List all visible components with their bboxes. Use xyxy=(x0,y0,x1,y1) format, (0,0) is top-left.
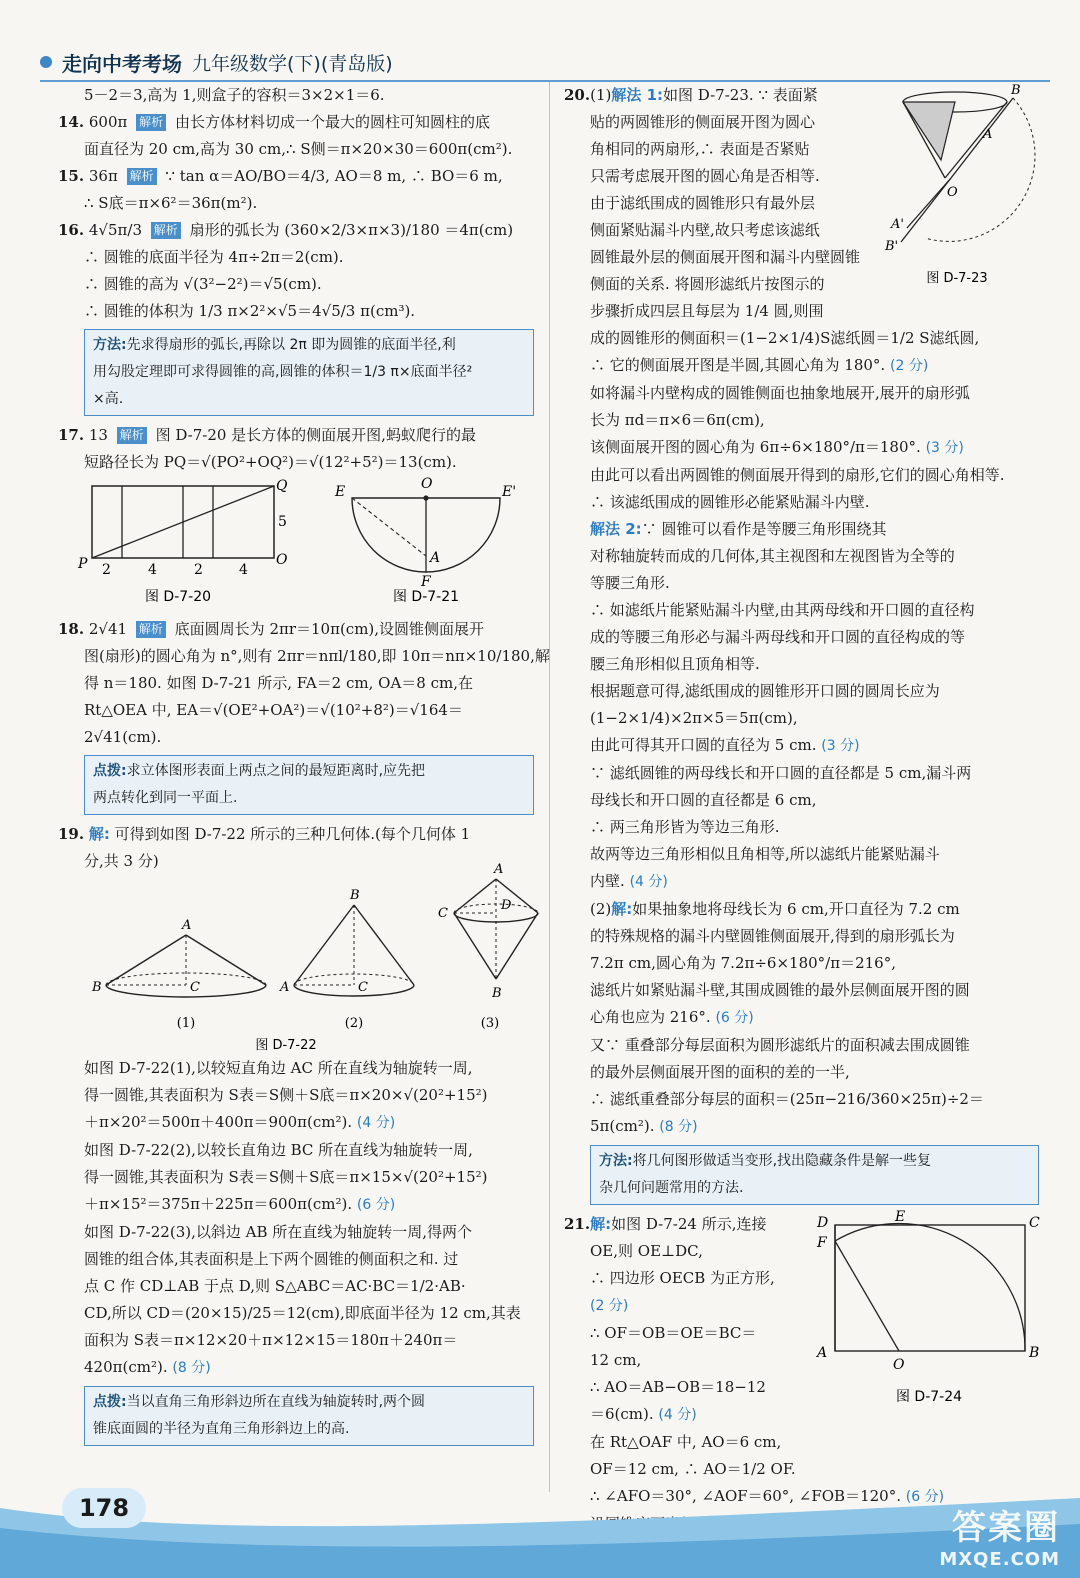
fig24-B: B xyxy=(1029,1345,1040,1361)
q20-line-17 xyxy=(564,516,1039,543)
fig22-caption: 图 D-7-22 xyxy=(255,1038,317,1053)
q20-line-36: 又∵ 重叠部分每层面积为圆形滤纸片的面积减去围成圆锥 xyxy=(590,1036,970,1054)
q19-p6-text: ＋π×15²＝375π＋225π＝600π(cm²). xyxy=(84,1195,353,1213)
q20-line-15: 由此可以看出两圆锥的侧面展开得到的扇形,它们的圆心角相等. xyxy=(590,466,1005,484)
q18-tip-box xyxy=(84,755,534,815)
figure-d7-21 xyxy=(334,476,516,605)
q15-line-2: ∴ S底＝π×6²＝36π(m²). xyxy=(84,194,258,212)
q18-box-line-1 xyxy=(93,758,525,785)
q15-answer: 36π xyxy=(88,167,118,185)
q20-line-6: 侧面紧贴漏斗内壁,故只考虑该滤纸 xyxy=(590,221,820,239)
q16-answer: 4√5π/3 xyxy=(88,221,142,239)
q20-text-30: 内壁. xyxy=(590,872,625,890)
q18-line-2: 图(扇形)的圆心角为 n°,则有 2πr＝nπl/180,即 10π＝nπ×10/180,解 xyxy=(84,647,550,665)
score-points: (8 分) xyxy=(172,1360,211,1376)
q21-line-4: ∴ OF＝OB＝OE＝BC＝ xyxy=(590,1324,757,1342)
q18-line-5: 2√41(cm). xyxy=(84,728,162,746)
q18-text-1: 底面圆周长为 2πr＝10π(cm),设圆锥侧面展开 xyxy=(174,620,485,638)
q20-line-31 xyxy=(564,896,1039,923)
fig23-O: O xyxy=(947,185,958,200)
fig21-A: A xyxy=(430,550,441,566)
q20-line-20: ∴ 如滤纸片能紧贴漏斗内壁,由其两母线和开口圆的直径构 xyxy=(590,601,975,619)
q16-line-3: ∴ 圆锥的高为 √(3²−2²)＝√5(cm). xyxy=(84,275,322,293)
score-points: (6 分) xyxy=(905,1489,945,1505)
q20-solution-2: 解: xyxy=(611,900,633,918)
fig24-E: E xyxy=(895,1209,906,1225)
q16-line-4: ∴ 圆锥的体积为 1/3 π×2²×√5＝4√5/3 π(cm³). xyxy=(84,302,416,320)
fig20-seg-4: 4 xyxy=(239,562,248,578)
q20-line-12: 如将漏斗内壁构成的圆锥侧面也抽象地展开,展开的扇形弧 xyxy=(590,384,970,402)
q20-part-1: (1) xyxy=(590,86,612,104)
q20-text-35: 心角也应为 216°. xyxy=(590,1008,711,1026)
left-column xyxy=(58,82,550,1452)
fig22-2-C: C xyxy=(358,980,368,995)
q19-line-2: 分,共 3 分) xyxy=(84,852,159,870)
q20-line-37: 的最外层侧面展开图的面积的差的一半, xyxy=(590,1063,850,1081)
fig24-O: O xyxy=(893,1357,905,1373)
right-column xyxy=(564,82,1039,1566)
q17-line-1 xyxy=(58,422,534,449)
q21-text-10: ∴ ∠AFO＝30°, ∠AOF＝60°, ∠FOB＝120°. xyxy=(590,1487,901,1505)
score-points: (4 分) xyxy=(629,874,668,890)
score-points: (3 分) xyxy=(925,440,964,456)
q20-line-5: 由于滤纸围成的圆锥形只有最外层 xyxy=(590,194,816,212)
q19-p12-text: 420π(cm²). xyxy=(84,1358,168,1376)
q20-line-23: 根据题意可得,滤纸围成的圆锥形开口圆的圆周长应为 xyxy=(590,682,940,700)
fig20-P: P xyxy=(78,556,88,572)
q21-line-8: 在 Rt△OAF 中, AO＝6 cm, xyxy=(590,1433,782,1451)
q16-method-box xyxy=(84,329,534,416)
q21-line-6: ∴ AO＝AB−OB＝18−12 xyxy=(590,1378,766,1396)
analysis-tag: 解析 xyxy=(136,621,166,638)
score-points: (3 分) xyxy=(821,738,860,754)
q19-p9: 点 C 作 CD⊥AB 于点 D,则 S△ABC＝AC·BC＝1/2·AB· xyxy=(84,1277,466,1295)
analysis-tag: 解析 xyxy=(117,427,147,444)
fig20-caption: 图 D-7-20 xyxy=(144,589,212,605)
watermark-title: 答案圈 xyxy=(952,1508,1060,1548)
fig22-2-label: (2) xyxy=(344,1016,364,1031)
q18-line-4: Rt△OEA 中, EA＝√(OE²+OA²)＝√(10²+8²)＝√164＝ xyxy=(84,701,463,719)
q17-line-2: 短路径长为 PQ＝√(PO²+OQ²)＝√(12²+5²)＝13(cm). xyxy=(84,453,457,471)
q20-text-14: 该侧面展开图的圆心角为 6π÷6×180°/π＝180°. xyxy=(590,438,921,456)
watermark-logo xyxy=(860,1500,1060,1574)
q20-line-21: 成的等腰三角形必与漏斗两母线和开口圆的直径构成的等 xyxy=(590,628,966,646)
fig24-D: D xyxy=(817,1215,829,1231)
fig22-3-C: C xyxy=(438,906,448,921)
q20-box-line-2: 杂几何问题常用的方法. xyxy=(599,1180,744,1196)
q20-line-13: 长为 πd＝π×6＝6π(cm), xyxy=(590,411,765,429)
q19-text-1: 可得到如图 D-7-22 所示的三种几何体.(每个几何体 1 xyxy=(114,825,471,843)
fig20-seg-3: 2 xyxy=(194,562,203,578)
method-title: 方法: xyxy=(599,1153,633,1169)
q19-p5: 得一圆锥,其表面积为 S表＝S侧＋S底＝π×15×√(20²+15²) xyxy=(84,1168,488,1186)
q16-box-line-3: ×高. xyxy=(93,391,124,407)
q21-line-5: 12 cm, xyxy=(590,1351,642,1369)
q20-line-8: 侧面的关系. 将圆形滤纸片按图示的 xyxy=(590,275,825,293)
score-points: (4 分) xyxy=(356,1115,396,1131)
fig23-B-prime: B' xyxy=(885,239,899,254)
fig21-caption: 图 D-7-21 xyxy=(392,589,460,605)
q14-answer: 600π xyxy=(88,113,128,131)
q20-method-box xyxy=(590,1145,1039,1205)
fig22-2-B: B xyxy=(350,888,360,903)
q19-p2: 得一圆锥,其表面积为 S表＝S侧＋S底＝π×20×√(20²+15²) xyxy=(84,1086,488,1104)
q19-tip-box xyxy=(84,1386,534,1446)
fig22-2-A: A xyxy=(280,980,290,995)
q20-line-18: 对称轴旋转而成的几何体,其主视图和左视图皆为全等的 xyxy=(590,547,955,565)
q20-part-2: (2) xyxy=(590,900,612,918)
tip-title: 点拨: xyxy=(93,1394,127,1410)
q20-top-block xyxy=(564,82,1039,325)
q20-text-17: ∵ 圆锥可以看作是等腰三角形围绕其 xyxy=(641,520,887,538)
q20-line-16: ∴ 该滤纸围成的圆锥形必能紧贴漏斗内壁. xyxy=(590,493,870,511)
watermark-url: MXQE.COM xyxy=(939,1549,1060,1570)
q19-box-text-1: 当以直角三角形斜边所在直线为轴旋转时,两个圆 xyxy=(126,1394,426,1410)
q20-text-31: 如果抽象地将母线长为 6 cm,开口直径为 7.2 cm xyxy=(632,900,960,918)
q20-number: 20. xyxy=(564,86,591,104)
score-points: (4 分) xyxy=(658,1407,697,1423)
q16-box-text-1: 先求得扇形的弧长,再除以 2π 即为圆锥的底面半径,利 xyxy=(126,337,456,353)
analysis-tag: 解析 xyxy=(127,168,157,185)
q15-line-1 xyxy=(58,163,534,190)
figure-d7-22 xyxy=(58,862,534,1055)
fig21-E: E xyxy=(335,484,346,500)
q20-text-11: ∴ 它的侧面展开图是半圆,其圆心角为 180°. xyxy=(590,356,886,374)
q20-line-27: 母线长和开口圆的直径都是 6 cm, xyxy=(590,791,817,809)
q19-p4: 如图 D-7-22(2),以较长直角边 BC 所在直线为轴旋转一周, xyxy=(84,1141,473,1159)
q15-text-1: ∵ tan α＝AO/BO＝4/3, AO＝8 m, ∴ BO＝6 m, xyxy=(165,167,503,185)
fig20-Q: Q xyxy=(276,478,288,494)
fig21-F: F xyxy=(421,574,431,590)
q13-tail: 5－2＝3,高为 1,则盒子的容积＝3×2×1＝6. xyxy=(84,86,385,104)
q20-method-2: 解法 2: xyxy=(590,520,642,538)
figures-d7-20-21 xyxy=(58,476,534,616)
q19-solution-label: 解: xyxy=(88,825,110,843)
q16-text-1: 扇形的弧长为 (360×2/3×π×3)/180 ＝4π(cm) xyxy=(189,221,514,239)
q18-line-3: 得 n＝180. 如图 D-7-21 所示, FA＝2 cm, OA＝8 cm,在 xyxy=(84,674,473,692)
fig23-A-prime: A' xyxy=(891,217,904,232)
fig24-caption: 图 D-7-24 xyxy=(895,1389,963,1405)
fig21-O: O xyxy=(421,476,433,492)
q14-number: 14. xyxy=(58,113,85,131)
q18-box-line-2: 两点转化到同一平面上. xyxy=(93,790,238,806)
fig20-seg-2: 4 xyxy=(148,562,157,578)
q21-line-9: OF＝12 cm, ∴ AO＝1/2 OF. xyxy=(590,1460,796,1478)
fig22-1-C: C xyxy=(190,980,200,995)
q21-text-1: 如图 D-7-24 所示,连接 xyxy=(611,1215,767,1233)
q16-line-1 xyxy=(58,217,534,244)
q17-answer: 13 xyxy=(88,426,108,444)
fig24-A: A xyxy=(817,1345,828,1361)
q20-line-24: (1−2×1/4)×2π×5＝5π(cm), xyxy=(590,709,798,727)
method-title: 方法: xyxy=(93,337,127,353)
q14-text-1: 由长方体材料切成一个最大的圆柱可知圆柱的底 xyxy=(174,113,490,131)
q21-line-2: OE,则 OE⊥DC, xyxy=(590,1242,703,1260)
fig24-C: C xyxy=(1029,1215,1040,1231)
q16-number: 16. xyxy=(58,221,85,239)
tip-title: 点拨: xyxy=(93,763,127,779)
q14-line-1 xyxy=(58,109,534,136)
header-subtitle: 九年级数学(下)(青岛版) xyxy=(192,52,393,75)
q20-line-39 xyxy=(564,1113,1039,1141)
q20-line-2: 贴的两圆锥形的侧面展开图为圆心 xyxy=(590,113,816,131)
q16-box-line-1 xyxy=(93,332,525,359)
q20-line-3: 角相同的两扇形,∴ 表面是否紧贴 xyxy=(590,140,810,158)
q18-number: 18. xyxy=(58,620,85,638)
header-bullet-icon xyxy=(40,56,52,68)
q20-method-1: 解法 1: xyxy=(611,86,664,104)
q20-line-29: 故两等边三角形相似且角相等,所以滤纸片能紧贴漏斗 xyxy=(590,845,940,863)
fig20-side: 5 xyxy=(278,514,287,530)
q20-line-35 xyxy=(564,1004,1039,1032)
q20-line-22: 腰三角形相似且顶角相等. xyxy=(590,655,760,673)
fig22-cone-1 xyxy=(91,918,266,1031)
fig23-B: B xyxy=(1011,83,1021,98)
q19-p1: 如图 D-7-22(1),以较短直角边 AC 所在直线为轴旋转一周, xyxy=(84,1059,473,1077)
q20-box-line-1 xyxy=(599,1148,1030,1175)
score-points: (2 分) xyxy=(590,1298,629,1314)
q17-text-1: 图 D-7-20 是长方体的侧面展开图,蚂蚁爬行的最 xyxy=(155,426,476,444)
fig22-3-label: (3) xyxy=(480,1016,500,1031)
q15-number: 15. xyxy=(58,167,85,185)
fig22-3-B: B xyxy=(492,986,502,1001)
q19-box-line-1 xyxy=(93,1389,525,1416)
fig23-A: A xyxy=(983,127,993,142)
q19-p6 xyxy=(58,1191,534,1219)
figure-d7-24 xyxy=(809,1211,1039,1411)
q14-line-2: 面直径为 20 cm,高为 30 cm,∴ S侧＝π×20×30＝600π(cm²). xyxy=(84,140,513,158)
q20-line-34: 滤纸片如紧贴漏斗壁,其围成圆锥的最外层侧面展开图的圆 xyxy=(590,981,970,999)
q20-line-11 xyxy=(564,352,1039,380)
q19-p7: 如图 D-7-22(3),以斜边 AB 所在直线为轴旋转一周,得两个 xyxy=(84,1223,473,1241)
figure-d7-23 xyxy=(885,82,1045,292)
q20-line-38: ∴ 滤纸重叠部分每层的面积＝(25π−216/360×25π)÷2＝ xyxy=(590,1090,984,1108)
q21-solution-label: 解: xyxy=(590,1215,612,1233)
q18-box-text-1: 求立体图形表面上两点之间的最短距离时,应先把 xyxy=(126,763,426,779)
score-points: (8 分) xyxy=(659,1119,698,1135)
fig21-E-prime: E' xyxy=(502,484,517,500)
fig20-O: O xyxy=(276,552,288,568)
q20-line-25 xyxy=(564,732,1039,760)
q20-line-26: ∵ 滤纸圆锥的两母线长和开口圆的直径都是 5 cm,漏斗两 xyxy=(590,764,972,782)
fig23-caption: 图 D-7-23 xyxy=(926,271,988,286)
fig22-1-A: A xyxy=(182,918,192,933)
column-divider xyxy=(549,82,550,1492)
analysis-tag: 解析 xyxy=(151,222,181,239)
q20-line-30 xyxy=(564,868,1039,896)
q19-p8: 圆锥的组合体,其表面积是上下两个圆锥的侧面积之和. 过 xyxy=(84,1250,459,1268)
q20-line-28: ∴ 两三角形皆为等边三角形. xyxy=(590,818,780,836)
fig22-double-cone xyxy=(438,862,538,1031)
fig22-cone-2 xyxy=(279,888,414,1031)
q17-number: 17. xyxy=(58,426,85,444)
q20-line-33: 7.2π cm,圆心角为 7.2π÷6×180°/π＝216°, xyxy=(590,954,896,972)
q19-p3-text: ＋π×20²＝500π＋400π＝900π(cm²). xyxy=(84,1113,353,1131)
q19-line-1 xyxy=(58,821,534,848)
q20-line-32: 的特殊规格的漏斗内壁圆锥侧面展开,得到的扇形弧长为 xyxy=(590,927,955,945)
score-points: (2 分) xyxy=(890,358,929,374)
score-points: (6 分) xyxy=(356,1197,396,1213)
q16-line-2: ∴ 圆锥的底面半径为 4π÷2π＝2(cm). xyxy=(84,248,344,266)
fig24-F: F xyxy=(817,1235,827,1251)
q16-box-line-2: 用勾股定理即可求得圆锥的高,圆锥的体积＝1/3 π×底面半径² xyxy=(93,364,473,380)
fig22-1-B: B xyxy=(92,980,102,995)
fig22-3-D: D xyxy=(501,898,512,913)
q18-answer: 2√41 xyxy=(88,620,128,638)
q20-line-4: 只需考虑展开图的圆心角是否相等. xyxy=(590,167,820,185)
q20-text-1: 如图 D-7-23. ∵ 表面紧 xyxy=(663,86,818,104)
fig20-seg-1: 2 xyxy=(102,562,111,578)
figure-d7-20 xyxy=(77,478,288,605)
q20-box-text-1: 将几何图形做适当变形,找出隐藏条件是解一些复 xyxy=(632,1153,932,1169)
q20-line-7: 圆锥最外层的侧面展开图和漏斗内壁圆锥 xyxy=(590,248,861,266)
q21-text-7: ＝6(cm). xyxy=(590,1405,654,1423)
q20-text-39: 5π(cm²). xyxy=(590,1117,655,1135)
q19-p12 xyxy=(58,1354,534,1382)
q20-text-25: 由此可得其开口圆的直径为 5 cm. xyxy=(590,736,817,754)
page-header xyxy=(40,44,1050,80)
q20-line-10: 成的圆锥形的侧面积＝(1−2×1/4)S滤纸圆＝1/2 S滤纸圆, xyxy=(590,329,980,347)
header-brand: 走向中考考场 xyxy=(62,51,182,76)
q20-line-14 xyxy=(564,434,1039,462)
q19-box-line-2: 锥底面圆的半径为直角三角形斜边上的高. xyxy=(93,1421,350,1437)
score-points: (6 分) xyxy=(715,1010,754,1026)
q19-number: 19. xyxy=(58,825,85,843)
q19-p11: 面积为 S表＝π×12×20＋π×12×15＝180π＋240π＝ xyxy=(84,1331,458,1349)
q20-line-9: 步骤折成四层且每层为 1/4 圆,则围 xyxy=(590,302,824,320)
page-number: 178 xyxy=(62,1488,146,1528)
q19-p10: CD,所以 CD＝(20×15)/25＝12(cm),即底面半径为 12 cm,其表 xyxy=(84,1304,521,1322)
q18-line-1 xyxy=(58,616,534,643)
q20-line-19: 等腰三角形. xyxy=(590,574,670,592)
q19-p3 xyxy=(58,1109,534,1137)
fig22-3-A: A xyxy=(494,862,504,877)
q21-line-3: ∴ 四边形 OECB 为正方形, xyxy=(590,1269,775,1287)
analysis-tag: 解析 xyxy=(136,114,166,131)
fig22-1-label: (1) xyxy=(176,1016,196,1031)
q21-number: 21. xyxy=(564,1215,591,1233)
